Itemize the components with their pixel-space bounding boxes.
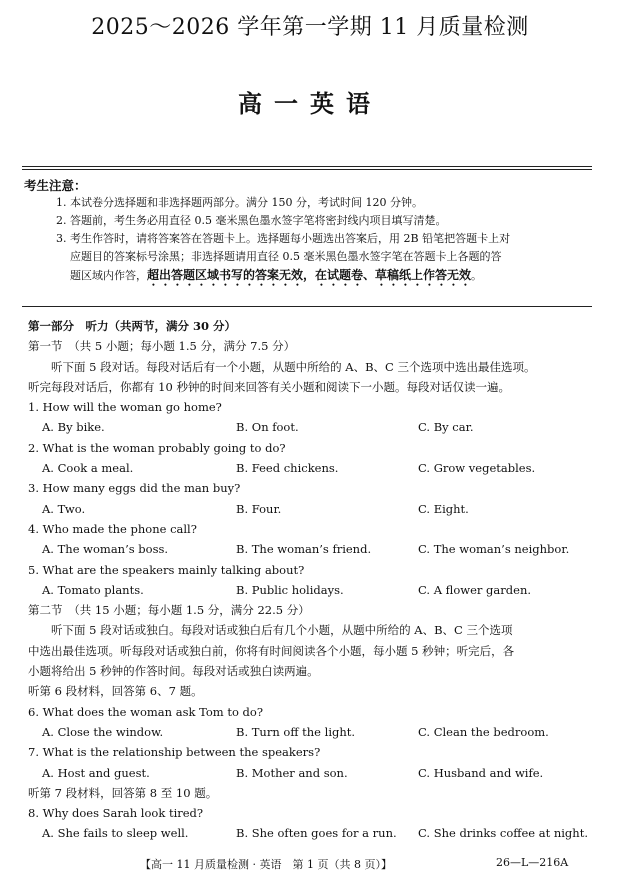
section2-instructions-1: 听下面 5 段对话或独白。每段对话或独白后有几个小题，从题中所给的 A、B、C 三个选项 xyxy=(51,623,513,638)
option-a: A. The woman’s boss. xyxy=(42,542,169,557)
question-4 xyxy=(28,519,598,560)
question-stem: 2. What is the woman probably going to do? xyxy=(28,440,286,455)
question-3 xyxy=(28,478,598,519)
notice-list xyxy=(56,194,596,289)
option-a: A. Cook a meal. xyxy=(42,461,134,476)
option-a: A. She fails to sleep well. xyxy=(42,826,189,841)
question-stem: 6. What does the woman ask Tom to do? xyxy=(28,704,264,719)
question-8 xyxy=(28,803,598,844)
option-b: B. Public holidays. xyxy=(236,582,344,597)
option-a: A. Two. xyxy=(42,501,86,516)
divider-top-double xyxy=(22,169,592,170)
question-1 xyxy=(28,397,598,438)
footer-code: 26—L—216A xyxy=(496,856,569,869)
question-stem: 3. How many eggs did the man buy? xyxy=(28,481,241,496)
question-stem: 1. How will the woman go home? xyxy=(28,400,222,415)
notice-item-1: 1. 本试卷分选择题和非选择题两部分。满分 150 分，考试时间 120 分钟。 xyxy=(56,196,423,209)
notice-item-3-prefix: 题区域内作答， xyxy=(70,269,147,282)
question-5 xyxy=(28,560,598,601)
section1-instructions-2: 听完每段对话后，你都有 10 秒钟的时间来回答有关小题和阅读下一小题。每段对话仅读一遍。 xyxy=(28,379,510,394)
question-stem: 5. What are the speakers mainly talking about? xyxy=(28,562,305,577)
option-b: B. The woman’s friend. xyxy=(236,542,372,557)
option-b: B. On foot. xyxy=(236,420,299,435)
option-a: A. Tomato plants. xyxy=(42,582,144,597)
subject-title: 高一英语 xyxy=(238,90,382,118)
section1-instructions-1: 听下面 5 段对话。每段对话后有一个小题，从题中所给的 A、B、C 三个选项中选出最佳选项。 xyxy=(51,359,536,374)
option-a: A. By bike. xyxy=(42,420,105,435)
notice-item-3-cont: 应题目的答案标号涂黑；非选择题请用直径 0.5 毫米黑色墨水签字笔在答题卡上各题的答 xyxy=(70,250,502,263)
option-c: C. A flower garden. xyxy=(418,582,532,597)
option-c: C. The woman’s neighbor. xyxy=(418,542,570,557)
question-stem: 8. Why does Sarah look tired? xyxy=(28,806,204,821)
material-6-note: 听第 6 段材料，回答第 6、7 题。 xyxy=(28,684,203,699)
option-a: A. Host and guest. xyxy=(42,765,150,780)
section2-instructions-3: 小题将给出 5 秒钟的作答时间。每段对话或独白读两遍。 xyxy=(28,664,319,679)
material-7-note: 听第 7 段材料，回答第 8 至 10 题。 xyxy=(28,785,218,800)
option-c: C. Grow vegetables. xyxy=(418,461,536,476)
option-b: B. Four. xyxy=(236,501,282,516)
notice-item-3-end xyxy=(56,266,596,289)
option-c: C. She drinks coffee at night. xyxy=(418,826,588,841)
option-b: B. Feed chickens. xyxy=(236,461,339,476)
option-b: B. Turn off the light. xyxy=(236,724,356,739)
question-6 xyxy=(28,702,598,743)
option-c: C. Eight. xyxy=(418,501,469,516)
section1-title: 第一节 （共 5 小题；每小题 1.5 分，满分 7.5 分） xyxy=(28,339,296,354)
option-c: C. Husband and wife. xyxy=(418,765,544,780)
question-7 xyxy=(28,742,598,783)
option-b: B. She often goes for a run. xyxy=(236,826,397,841)
option-c: C. Clean the bedroom. xyxy=(418,724,549,739)
notice-item-3: 3. 考生作答时，请将答案答在答题卡上。选择题每小题选出答案后，用 2B 铅笔把答题卡上对 xyxy=(56,232,511,245)
part1-title: 第一部分 听力（共两节，满分 30 分） xyxy=(28,319,237,333)
notice-heading: 考生注意： xyxy=(24,178,87,193)
notice-item-2: 2. 答题前，考生务必用直径 0.5 毫米黑色墨水签字笔将密封线内项目填写清楚。 xyxy=(56,214,447,227)
option-c: C. By car. xyxy=(418,420,474,435)
notice-emphasis: 超出答题区域书写的答案无效，在试题卷、草稿纸上作答无效 xyxy=(147,268,472,282)
question-stem: 4. Who made the phone call? xyxy=(28,521,197,536)
section2-title: 第二节 （共 15 小题；每小题 1.5 分，满分 22.5 分） xyxy=(28,603,310,618)
part1-content xyxy=(28,316,598,844)
footer-page-info: 【高一 11 月质量检测 · 英语 第 1 页（共 8 页）】 xyxy=(140,858,392,871)
option-b: B. Mother and son. xyxy=(236,765,348,780)
divider-top xyxy=(22,166,592,167)
section2-instructions-2: 中选出最佳选项。听每段对话或独白前，你将有时间阅读各个小题，每小题 5 秒钟；听完后，各 xyxy=(28,643,515,658)
option-a: A. Close the window. xyxy=(42,724,164,739)
divider-bottom xyxy=(22,306,592,307)
exam-title: 2025～2026 学年第一学期 11 月质量检测 xyxy=(91,15,529,40)
question-stem: 7. What is the relationship between the speakers? xyxy=(28,745,321,760)
notice-item-3-period: 。 xyxy=(471,269,483,282)
question-2 xyxy=(28,438,598,479)
